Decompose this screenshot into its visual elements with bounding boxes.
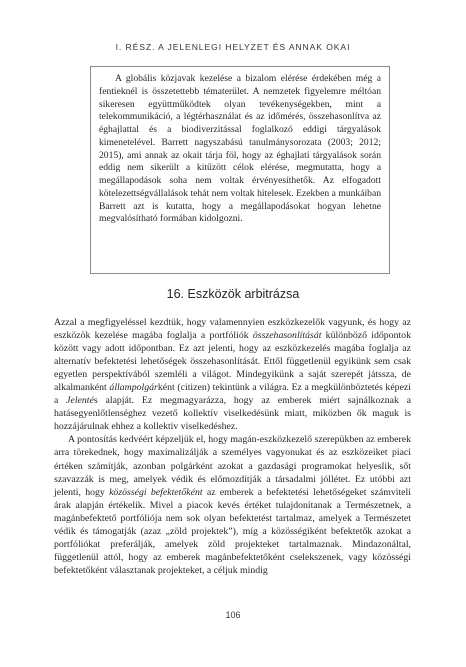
emphasis: állampolgár bbox=[109, 382, 158, 394]
body-text bbox=[54, 316, 411, 577]
emphasis: közösségi befektetőként bbox=[109, 486, 203, 498]
emphasis: Jelenté bbox=[66, 395, 94, 407]
text-run: s alapját. Ez megmagyarázza, hogy az emberek miért sajnálkoznak a hatásegyenlőtlenséghez vezető kollektív viselkedésünk miatt, miközben ők maguk is hozzájárulnak ehhez a kollektív viselkedéshez. bbox=[54, 395, 411, 433]
running-head: I. RÉSZ. A JELENLEGI HELYZET ÉS ANNAK OKAI bbox=[115, 42, 351, 52]
highlight-box bbox=[90, 66, 390, 274]
box-paragraph: A globális közjavak kezelése a bizalom elérése érdekében még a fentieknél is összetettebb tématerület. A nemzetek figyelemre méltóan sikeresen együttműködtek olyan tevékenységekben, mint a telekommunikáció, a légtérhasználat és az időmérés, összehasonlítva az éghajlattal és a biodiverzitással foglalkozó eddigi tárgyalások kimenetelével. Barrett nagyszabású tanulmánysorozata (2003; 2012; 2015), ami annak az okait tárja föl, hogy az éghajlati tárgyalások során eddig nem sikerült a kitűzött célok elérése, megmutatta, hogy a megállapodások soha nem voltak érvényesíthetők. Az elfogadott kötelezettségvállalások tehát nem voltak hitelesek. Ezekben a munkáiban Barrett azt is kutatta, hogy a megállapodásokat hogyan lehetne megvalósítható formában kidolgozni. bbox=[99, 73, 381, 225]
page-number: 106 bbox=[225, 610, 241, 620]
text-run: A pontosítás kedvéért képzeljük el, hogy magán-eszközkezelő szerepükben az emberek arra törekednek, hogy maximalizálják a személyes vagyonukat és az eszközeiket piaci értéken számítják, azonban polgárként azokat a gazdasági programokat helyeslik, sőt szavazzák is meg, amelyek védik és előmozdítják a társadalmi jóllétet. Ez utóbbi azt jelenti, hogy bbox=[54, 434, 411, 498]
text-run: különböző időpontok között vagy adott időpontban. Ez azt jelenti, hogy az eszközkezelés magába foglalja az alternatív befektetési lehetőségek összehasonlítását. Ettől függetlenül egyikünk sem csak egyetlen perspektívából szemléli a világot. Mindegyikünk a saját szerepét játssza, de alkalmanként bbox=[54, 330, 411, 394]
text-run: az emberek a befektetési lehetőségeket számviteli árak alapján értékelik. Mivel a piacok kevés értéket tulajdonítanak a Természetnek, a magánbefektető portfóliója nem sok olyan befektetést tartalmaz, amelyek a Természetet védik és támogatják (azaz „zöld projektek”), míg a közösségiként befektetők azokat a portfóliókat preferálják, amelyek zöld projekteket tartalmaznak. Mindazonáltal, függetlenül attól, hogy az emberek magánbefektetőként cselekszenek, vagy közösségi befektetőként választanak projekteket, a céljuk mindig bbox=[54, 486, 411, 576]
text-run: Azzal a megfigyeléssel kezdtük, hogy valamennyien eszközkezelők vagyunk, és hogy az eszközök kezelése magába foglalja a portfóliók bbox=[54, 317, 411, 342]
emphasis: összehasonlítását bbox=[252, 330, 322, 342]
text-run: ként (citizen) tekintünk a világra. Ez a megkülönböztetés képezi a bbox=[54, 382, 411, 407]
body-paragraph-2 bbox=[54, 433, 411, 577]
body-paragraph-1 bbox=[54, 316, 411, 433]
section-title: 16. Eszközök arbitrázsa bbox=[166, 287, 300, 301]
